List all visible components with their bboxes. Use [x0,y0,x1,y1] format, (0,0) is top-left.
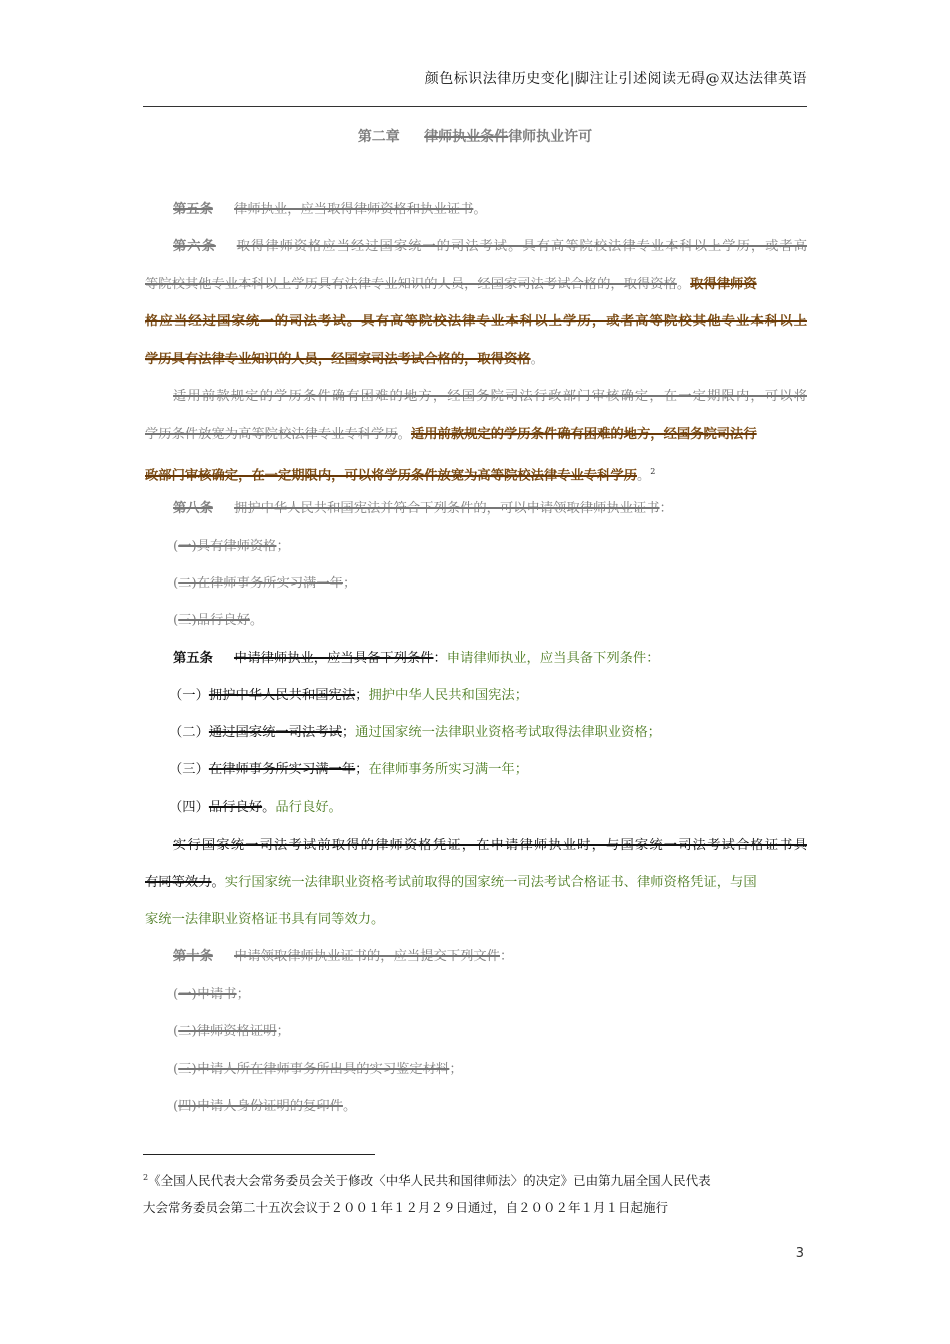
article-5-para-2-line-2: 有同等效力。实行国家统一法律职业资格考试前取得的国家统一司法考试合格证书、律师资格凭证，与国 [145,875,757,890]
article-label: 第五条 [173,202,213,217]
article-6-line-3: 格应当经过国家统一的司法考试。具有高等院校法律专业本科以上学历，或者高等院校其他专业本科以上 [145,314,807,329]
page-number: 3 [795,1246,804,1261]
article-6-para-2-line-2: 学历条件放宽为高等院校法律专业专科学历。适用前款规定的学历条件确有困难的地方，经国务院司法行 [145,427,757,442]
article-8-item-2: (二)在律师事务所实习满一年； [173,576,357,591]
chapter-number: 第二章 [357,129,400,145]
article-8-item-1: (一)具有律师资格； [173,539,290,554]
article-6-line-2: 等院校其他专业本科以上学历具有法律专业知识的人员，经国家司法考试合格的，取得资格。取得律师资 [145,277,757,292]
article-label: 第五条 [173,651,213,666]
article-10-item-2: (二)律师资格证明； [173,1024,290,1039]
article-5-new: 第五条 申请律师执业，应当具备下列条件：申请律师执业，应当具备下列条件： [173,651,660,666]
article-6-para-2-line-3: 政部门审核确定，在一定期限内，可以将学历条件放宽为高等院校法律专业专科学历。$^2$ [145,467,656,484]
article-5-old: 第五条 律师执业，应当取得律师资格和执业证书。 [173,202,487,217]
article-6-para-2-line-1: 适用前款规定的学历条件确有困难的地方，经国务院司法行政部门审核确定，在一定期限内，可以将 [173,389,807,404]
article-8-item-3: (三)品行良好。 [173,613,264,628]
article-6-line-1: 第六条 取得律师资格应当经过国家统一的司法考试。具有高等院校法律专业本科以上学历，或者高 [173,239,808,254]
article-label: 第八条 [173,501,213,516]
footnote-line-2: 大会常务委员会第二十五次会议于２００１年１２月２９日通过，自２００２年１月１日起施行 [143,1200,669,1215]
footnote-number: 2 [143,1173,149,1182]
article-text: 律师执业，应当取得律师资格和执业证书 [234,202,474,217]
page-header: 颜色标识法律历史变化|脚注让引述阅读无碍@双达法律英语 [424,71,807,87]
article-8: 第八条 拥护中华人民共和国宪法并符合下列条件的，可以申请领取律师执业证书： [173,501,673,516]
article-5-item-4: （四）品行良好。品行良好。 [169,800,342,815]
article-label: 第六条 [173,239,216,254]
chapter-title [0,126,950,146]
chapter-new-title: 律师执业许可 [508,129,593,145]
header-divider [143,106,807,107]
chapter-old-title: 律师执业条件 [424,129,509,145]
footnote-reference[interactable]: 2 [650,467,656,476]
article-label: 第十条 [173,949,213,964]
article-10-item-4: (四)申请人身份证明的复印件。 [173,1099,357,1114]
footnote-divider [143,1154,375,1155]
article-5-para-2-line-1: 实行国家统一司法考试前取得的律师资格凭证，在申请律师执业时，与国家统一司法考试合格证书具 [173,838,807,853]
article-5-item-3: （三）在律师事务所实习满一年；在律师事务所实习满一年； [169,762,529,777]
article-5-item-1: （一）拥护中华人民共和国宪法；拥护中华人民共和国宪法； [169,688,529,703]
article-5-item-2: （二）通过国家统一司法考试；通过国家统一法律职业资格考试取得法律职业资格； [169,725,661,740]
article-10: 第十条 申请领取律师执业证书的，应当提交下列文件： [173,949,514,964]
article-6-line-4: 学历具有法律专业知识的人员，经国家司法考试合格的，取得资格。 [145,352,544,367]
article-5-para-2-line-3: 家统一法律职业资格证书具有同等效力。 [145,912,385,927]
footnote-line-1: $^2$《全国人民代表大会常务委员会关于修改〈中华人民共和国律师法〉的决定》已由第九届全国人民代表 [143,1173,711,1189]
article-10-item-1: (一)申请书； [173,987,250,1002]
article-10-item-3: (三)申请人所在律师事务所出具的实习鉴定材料； [173,1062,463,1077]
